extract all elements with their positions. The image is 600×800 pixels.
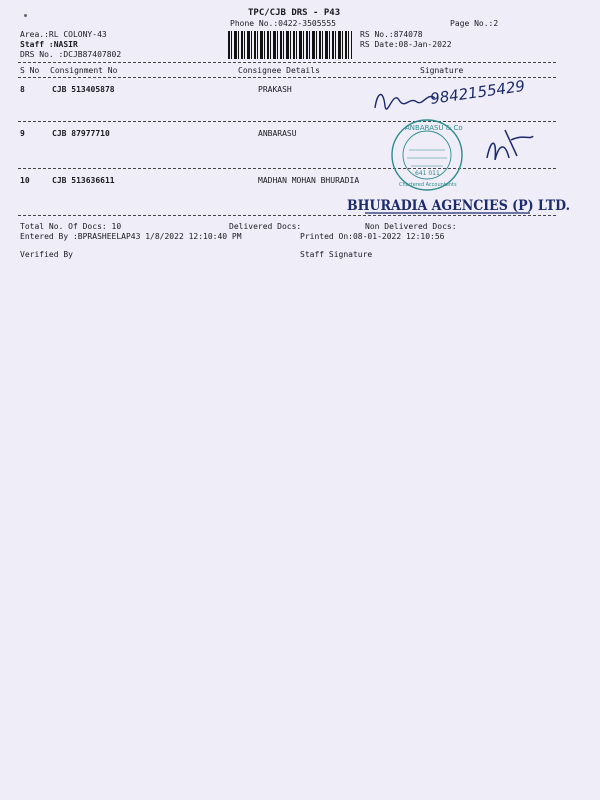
printed-on: Printed On:08-01-2022 12:10:56 <box>300 232 445 241</box>
drs-number: DRS No. :DCJB87407802 <box>20 50 122 59</box>
rs-date: RS Date:08-Jan-2022 <box>360 40 452 49</box>
row-consignee: ANBARASU <box>258 129 297 138</box>
signature-area <box>347 76 570 228</box>
ca-round-stamp <box>392 120 463 190</box>
header-divider-top <box>18 62 556 63</box>
verified-by: Verified By <box>20 250 73 259</box>
row-sno: 10 <box>20 176 30 185</box>
phone-number: Phone No.:0422-3505555 <box>230 19 336 28</box>
page-number: Page No.:2 <box>450 19 499 28</box>
col-consignment: Consignment No <box>50 66 118 75</box>
non-delivered-docs: Non Delivered Docs: <box>365 222 457 231</box>
row-consignment: CJB 87977710 <box>52 129 110 138</box>
col-signature: Signature <box>420 66 464 75</box>
area-field: Area.:RL COLONY-43 <box>20 30 107 39</box>
row-consignee: PRAKASH <box>258 85 292 94</box>
stamp-pin: 641 011 <box>415 170 440 177</box>
row-consignee: MADHAN MOHAN BHURADIA <box>258 176 360 185</box>
company-stamp-text: BHURADIA AGENCIES (P) LTD. <box>347 198 570 215</box>
col-consignee: Consignee Details <box>238 66 320 75</box>
col-sno: S No <box>20 66 40 75</box>
row-consignment: CJB 513636611 <box>52 176 115 185</box>
row-sno: 9 <box>20 129 25 138</box>
rs-number: RS No.:874078 <box>360 30 423 39</box>
row-consignment: CJB 513405878 <box>52 85 115 94</box>
stamp-outer-text: ANBARASU & Co <box>405 124 463 132</box>
delivered-docs: Delivered Docs: <box>229 222 302 231</box>
scan-speck <box>24 14 27 17</box>
staff-field: Staff :NASIR <box>20 40 78 49</box>
stamp-inner-text: Chartered Accountants <box>399 182 457 188</box>
entered-by: Entered By :BPRASHEELAP43 1/8/2022 12:10:40 PM <box>20 232 242 241</box>
total-docs: Total No. Of Docs: 10 <box>20 222 122 231</box>
barcode <box>228 31 352 59</box>
signature-anbarasu <box>487 130 533 160</box>
signature-phone-text: 9842155429 <box>429 76 527 108</box>
document-title: TPC/CJB DRS - P43 <box>248 8 341 18</box>
signature-prakash <box>375 94 435 109</box>
staff-signature: Staff Signature <box>300 250 373 259</box>
row-sno: 8 <box>20 85 25 94</box>
